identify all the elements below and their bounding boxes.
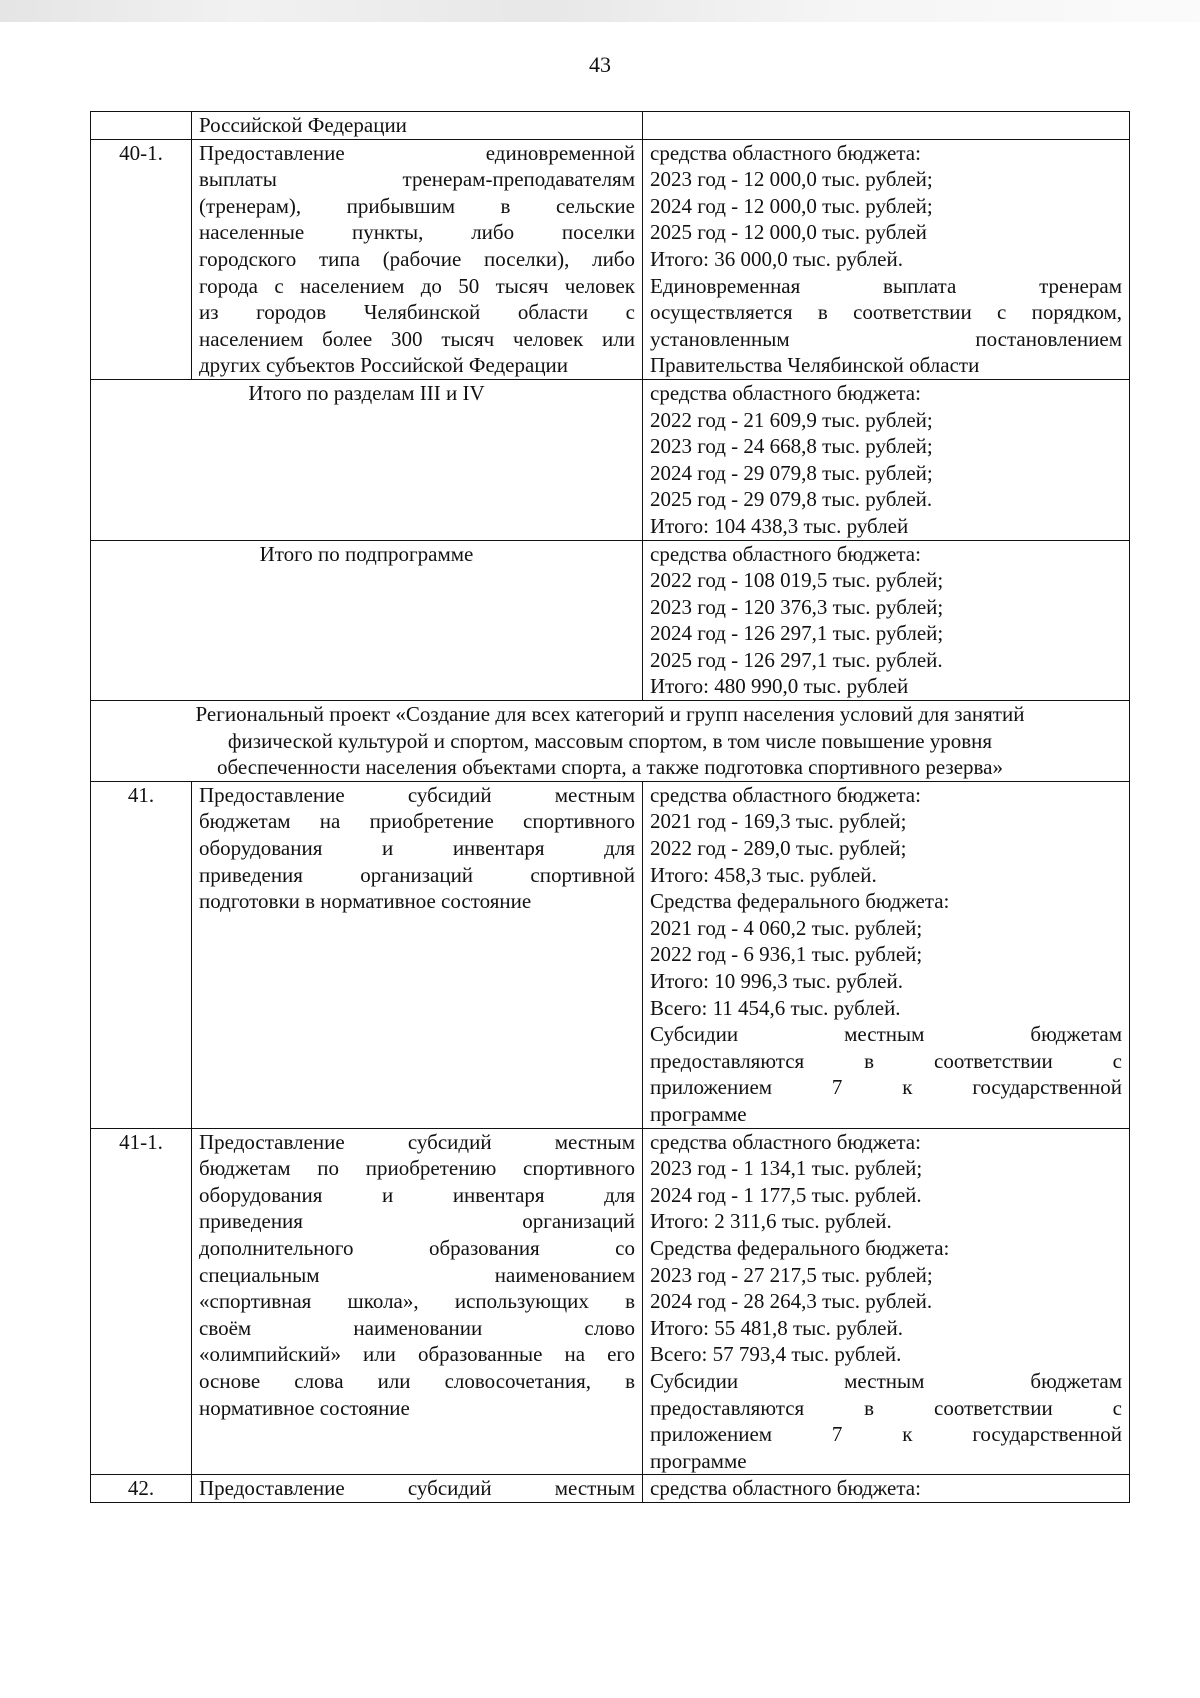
description-line: из городов Челябинской области с	[199, 300, 635, 325]
table-row-41-1	[91, 1128, 1130, 1475]
funding-line: Итого: 458,3 тыс. рублей.	[650, 862, 877, 887]
funding-line: 2022 год - 108 019,5 тыс. рублей;	[650, 568, 944, 593]
description-line: бюджетам на приобретение спортивного	[199, 809, 635, 834]
table-row-40-1	[91, 139, 1130, 379]
funding-line: Единовременная выплата тренерам	[650, 273, 1122, 298]
table-row-41	[91, 781, 1130, 1128]
project-title-line: обеспеченности населения объектами спорта, а также подготовка спортивного резерва»	[216, 755, 1004, 780]
funding-line: Правительства Челябинской области	[650, 353, 980, 378]
funding-line: 2022 год - 289,0 тыс. рублей;	[650, 836, 907, 861]
funding-line: Итого: 36 000,0 тыс. рублей.	[650, 246, 903, 271]
description-line: других субъектов Российской Федерации	[199, 353, 569, 378]
description-line: населенные пункты, либо поселки	[199, 220, 635, 245]
page-number: 43	[589, 52, 611, 77]
funding-line: Всего: 57 793,4 тыс. рублей.	[650, 1342, 902, 1367]
funding-line: установленным постановлением	[650, 326, 1122, 351]
funding-line: Средства федерального бюджета:	[650, 1235, 950, 1260]
description-line: города с населением до 50 тысяч человек	[199, 273, 635, 298]
description-line: Российской Федерации	[199, 113, 407, 137]
funding-line: средства областного бюджета:	[650, 541, 921, 566]
description-line: бюджетам по приобретению спортивного	[199, 1156, 635, 1181]
funding-line: 2023 год - 27 217,5 тыс. рублей;	[650, 1262, 933, 1287]
description-line: выплаты тренерам-преподавателям	[199, 167, 635, 192]
funding-line: средства областного бюджета:	[650, 1476, 921, 1501]
description-line: нормативное состояние	[199, 1395, 410, 1420]
funding-line: 2023 год - 12 000,0 тыс. рублей;	[650, 167, 933, 192]
funding-line: предоставляются в соответствии с	[650, 1048, 1122, 1073]
funding-line: средства областного бюджета:	[650, 782, 921, 807]
funding-line: 2023 год - 24 668,8 тыс. рублей;	[650, 434, 933, 459]
row-funding	[643, 112, 1130, 140]
table-row-total-subprogram	[91, 540, 1130, 701]
funding-line: 2024 год - 1 177,5 тыс. рублей.	[650, 1182, 922, 1207]
funding-line: 2021 год - 169,3 тыс. рублей;	[650, 809, 907, 834]
total-label-text: Итого по разделам III и IV	[248, 380, 485, 405]
row-number: 41-1.	[91, 1128, 192, 1475]
funding-line: 2025 год - 126 297,1 тыс. рублей.	[650, 647, 943, 672]
row-description	[192, 1128, 643, 1475]
funding-line: 2024 год - 29 079,8 тыс. рублей;	[650, 460, 933, 485]
funding-line: осуществляется в соответствии с порядком,	[650, 300, 1122, 325]
description-line: «олимпийский» или образованные на его	[199, 1342, 635, 1367]
funding-line: 2024 год - 126 297,1 тыс. рублей;	[650, 621, 944, 646]
total-label	[91, 540, 643, 701]
description-line: оборудования и инвентаря для	[199, 1182, 635, 1207]
funding-line: предоставляются в соответствии с	[650, 1395, 1122, 1420]
table-row-total-sections	[91, 379, 1130, 540]
funding-line: средства областного бюджета:	[650, 380, 921, 405]
description-line: специальным наименованием	[199, 1262, 635, 1287]
scan-artifact	[0, 0, 1200, 22]
description-line: дополнительного образования со	[199, 1235, 635, 1260]
description-line: своём наименовании слово	[199, 1315, 635, 1340]
description-line: основе слова или словосочетания, в	[199, 1368, 635, 1393]
description-line: населением более 300 тысяч человек или	[199, 326, 635, 351]
table-row-42	[91, 1475, 1130, 1503]
row-description	[192, 1475, 643, 1503]
row-number	[91, 112, 192, 140]
funding-line: программе	[650, 1448, 747, 1473]
funding-line: программе	[650, 1101, 747, 1126]
row-funding	[643, 139, 1130, 379]
funding-line: Итого: 2 311,6 тыс. рублей.	[650, 1209, 892, 1234]
funding-line: приложением 7 к государственной	[650, 1422, 1122, 1447]
total-label	[91, 379, 643, 540]
description-line: приведения организаций спортивной	[199, 862, 635, 887]
project-title-line: Региональный проект «Создание для всех категорий и групп населения условий для занятий	[195, 702, 1025, 727]
row-number: 42.	[91, 1475, 192, 1503]
funding-line: Субсидии местным бюджетам	[650, 1022, 1122, 1047]
row-description	[192, 781, 643, 1128]
row-funding	[643, 540, 1130, 701]
row-description	[192, 139, 643, 379]
description-line: Предоставление единовременной	[199, 140, 635, 165]
funding-line: 2021 год - 4 060,2 тыс. рублей;	[650, 915, 923, 940]
funding-line: 2022 год - 21 609,9 тыс. рублей;	[650, 407, 933, 432]
funding-line: 2025 год - 29 079,8 тыс. рублей.	[650, 487, 933, 512]
description-line: Предоставление субсидий местным	[199, 1129, 635, 1154]
funding-line: приложением 7 к государственной	[650, 1075, 1122, 1100]
description-line: «спортивная школа», использующих в	[199, 1289, 635, 1314]
funding-line: 2023 год - 1 134,1 тыс. рублей;	[650, 1156, 923, 1181]
funding-line: Итого: 104 438,3 тыс. рублей	[650, 513, 909, 538]
row-funding	[643, 1475, 1130, 1503]
funding-line: 2024 год - 28 264,3 тыс. рублей.	[650, 1289, 933, 1314]
table-row-regional-project	[91, 701, 1130, 782]
description-line: Предоставление субсидий местным	[199, 782, 635, 807]
table-row-continuation	[91, 112, 1130, 140]
row-funding	[643, 379, 1130, 540]
program-table	[90, 111, 1130, 1503]
description-line: (тренерам), прибывшим в сельские	[199, 193, 635, 218]
row-funding	[643, 781, 1130, 1128]
funding-line: Итого: 55 481,8 тыс. рублей.	[650, 1315, 903, 1340]
description-line: приведения организаций	[199, 1209, 635, 1234]
funding-line: Итого: 480 990,0 тыс. рублей	[650, 674, 909, 699]
funding-line: Всего: 11 454,6 тыс. рублей.	[650, 995, 901, 1020]
funding-line: Итого: 10 996,3 тыс. рублей.	[650, 969, 903, 993]
row-number: 41.	[91, 781, 192, 1128]
funding-line: Средства федерального бюджета:	[650, 889, 950, 914]
description-line: подготовки в нормативное состояние	[199, 889, 532, 914]
description-line: оборудования и инвентаря для	[199, 836, 635, 861]
funding-line: 2025 год - 12 000,0 тыс. рублей	[650, 220, 927, 245]
description-line: Предоставление субсидий местным	[199, 1476, 635, 1501]
regional-project-title	[91, 701, 1130, 782]
funding-line: средства областного бюджета:	[650, 140, 921, 165]
total-label-text: Итого по подпрограмме	[259, 541, 474, 566]
funding-line: средства областного бюджета:	[650, 1129, 921, 1154]
project-title-line: физической культурой и спортом, массовым спортом, в том числе повышение уровня	[227, 728, 993, 753]
description-line: городского типа (рабочие поселки), либо	[199, 246, 635, 271]
row-number: 40-1.	[91, 139, 192, 379]
row-description	[192, 112, 643, 140]
funding-line: 2023 год - 120 376,3 тыс. рублей;	[650, 594, 944, 619]
funding-line: 2022 год - 6 936,1 тыс. рублей;	[650, 942, 923, 967]
row-funding	[643, 1128, 1130, 1475]
funding-line: Субсидии местным бюджетам	[650, 1368, 1122, 1393]
funding-line: 2024 год - 12 000,0 тыс. рублей;	[650, 193, 933, 218]
